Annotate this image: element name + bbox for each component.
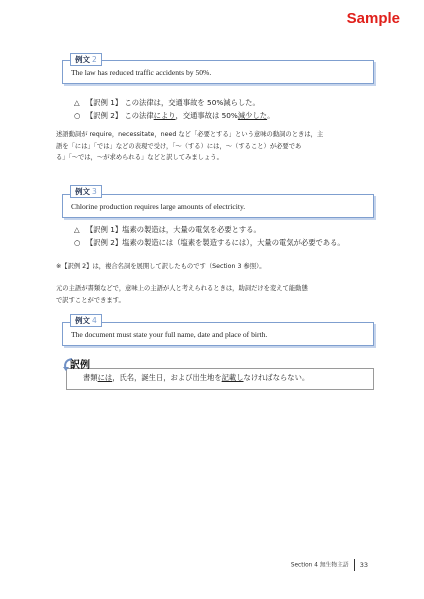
example-sentence: The document must state your full name, date and place of birth. bbox=[71, 330, 268, 339]
underlined-text: 記載し bbox=[221, 373, 244, 382]
footer-divider bbox=[354, 559, 355, 571]
explanation-paragraph bbox=[56, 129, 376, 164]
paragraph-line: る」「～では，～が求められる」などと訳してみましょう。 bbox=[56, 154, 223, 161]
translation-part: なければならない。 bbox=[243, 373, 310, 382]
example-sentence-box bbox=[62, 322, 374, 346]
example-label bbox=[70, 53, 102, 66]
circle-mark: ○ bbox=[74, 111, 81, 120]
translation-text: 【訳例 2】 この法律 bbox=[86, 111, 154, 120]
page-number: 33 bbox=[359, 561, 368, 569]
example-sentence: Chlorine production requires large amounts of electricity. bbox=[71, 202, 246, 211]
example-sentence: The law has reduced traffic accidents by 50%. bbox=[71, 68, 212, 77]
example-sentence-box bbox=[62, 60, 374, 84]
translation-text bbox=[83, 373, 309, 383]
translation-tag: 訳例 bbox=[70, 360, 90, 371]
translation-text: 【訳例 2】塩素の製造には（塩素を製造するには），大量の電気が必要である。 bbox=[86, 238, 345, 247]
circle-mark: ○ bbox=[74, 238, 81, 247]
translation-box bbox=[66, 368, 374, 390]
note-text bbox=[56, 261, 376, 273]
translation-text: 【訳例 1】塩素の製造は，大量の電気を必要とする。 bbox=[86, 225, 261, 234]
translation-part: 書類 bbox=[83, 373, 98, 382]
example-number: 3 bbox=[92, 187, 97, 196]
example-label-text: 例文 bbox=[75, 187, 90, 196]
note-line: ※【訳例 2】は，複合名詞を展開して訳したものです（Section 3 参照）。 bbox=[56, 263, 266, 270]
paragraph-line: で訳すことができます。 bbox=[56, 296, 125, 304]
page-footer bbox=[291, 559, 368, 571]
translation-part: ，氏名，誕生日，および出生地を bbox=[112, 373, 222, 382]
translation-line bbox=[74, 237, 345, 249]
example-label bbox=[70, 185, 102, 198]
paragraph-line: 語を「には」「では」などの表現で受け，「～（する）には，～（すること）が必要であ bbox=[56, 142, 302, 150]
underlined-text: により bbox=[153, 111, 176, 120]
example-number: 2 bbox=[92, 55, 97, 64]
triangle-mark: △ bbox=[74, 225, 80, 234]
triangle-mark: △ bbox=[74, 98, 80, 107]
translation-line bbox=[74, 110, 274, 122]
translation-text: ，交通事故は 50% bbox=[175, 111, 238, 120]
underlined-text: 減少した bbox=[237, 111, 268, 120]
sample-watermark: Sample bbox=[346, 10, 400, 27]
underlined-text: には bbox=[97, 373, 113, 382]
paragraph-line: 述語動詞が require，necessitate，need など「必要とする」という意味の動詞のときは，主 bbox=[56, 131, 324, 138]
example-label bbox=[70, 314, 102, 327]
example-label-text: 例文 bbox=[75, 316, 90, 325]
translation-text: 。 bbox=[267, 111, 275, 120]
example-sentence-box bbox=[62, 194, 374, 218]
example-label-text: 例文 bbox=[75, 55, 90, 64]
example-number: 4 bbox=[92, 316, 97, 325]
translation-line bbox=[74, 97, 260, 109]
translation-line bbox=[74, 224, 261, 236]
paragraph-line: 元の主語が書類などで，意味上の主語が人と考えられるときは，助詞だけを変えて能動態 bbox=[56, 285, 308, 292]
explanation-paragraph bbox=[56, 283, 376, 306]
section-title: Section 4 無生物主語 bbox=[290, 562, 349, 569]
translation-text: 【訳例 1】 この法律は，交通事故を 50%減らした。 bbox=[86, 98, 260, 107]
